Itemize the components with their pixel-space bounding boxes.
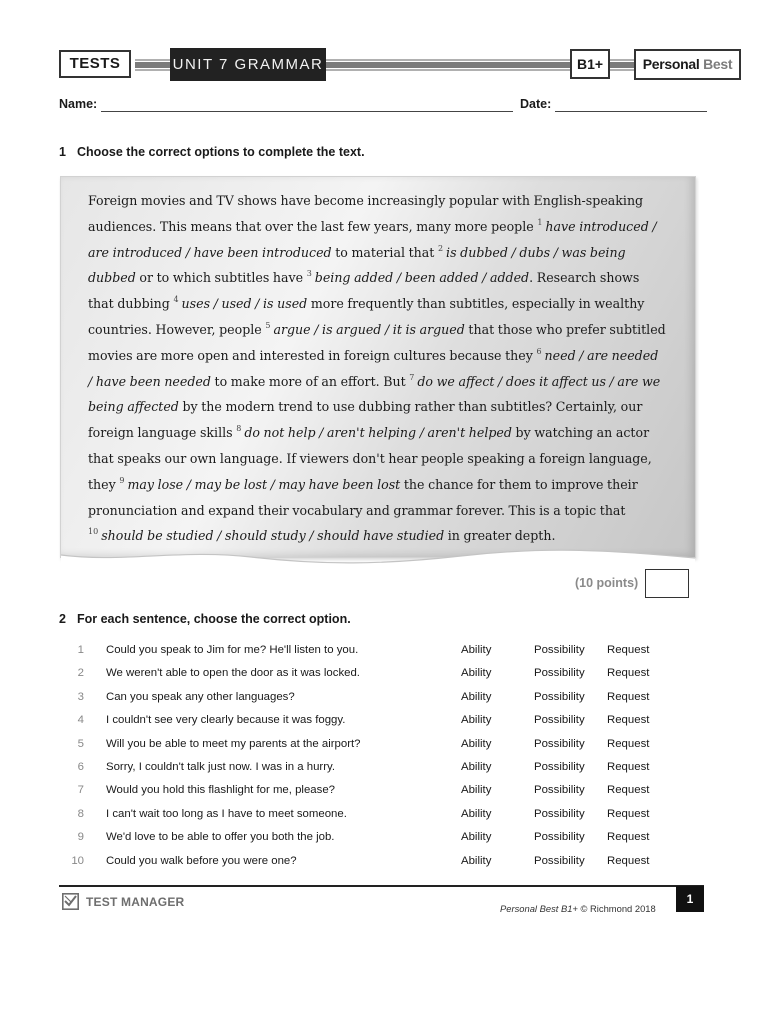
gap-options: being added / been added / added	[314, 270, 530, 286]
option-possibility[interactable]: Possibility	[534, 854, 585, 867]
copyright	[500, 903, 656, 914]
passage-text: in greater depth.	[444, 528, 556, 544]
option-request[interactable]: Request	[607, 667, 650, 680]
brand-accent: Best	[703, 56, 733, 72]
option-ability[interactable]: Ability	[461, 644, 492, 656]
torn-edge	[61, 549, 695, 569]
question-sentence: I couldn't see very clearly because it was foggy.	[106, 714, 346, 727]
question-number: 8	[77, 807, 84, 820]
gap-options: do we affect / does it affect us / are we being affected	[88, 373, 661, 415]
gap-number: 3	[306, 269, 312, 279]
option-possibility[interactable]: Possibility	[534, 644, 585, 656]
passage-text: that those who prefer subtitled movies are more open and interested in foreign cultures because they	[88, 321, 666, 363]
gap-options: argue / is argued / it is argued	[273, 321, 465, 337]
question-row	[0, 784, 768, 804]
gap-options: do not help / aren't helping / aren't helped	[244, 425, 512, 441]
question-sentence: I can't wait too long as I have to meet someone.	[106, 807, 347, 820]
reading-passage-panel	[60, 176, 696, 558]
question-number: 6	[77, 761, 84, 773]
question-number: 3	[77, 690, 84, 703]
question-sentence: Sorry, I couldn't talk just now. I was in a hurry.	[106, 761, 336, 773]
header-bar	[59, 48, 741, 81]
passage-text: to make more of an effort. But	[210, 373, 410, 389]
option-request[interactable]: Request	[607, 831, 650, 844]
option-ability[interactable]: Ability	[461, 854, 492, 867]
option-request[interactable]: Request	[607, 854, 650, 867]
question-sentence: We'd love to be able to offer you both the job.	[106, 831, 335, 844]
option-request[interactable]: Request	[607, 690, 650, 703]
option-possibility[interactable]: Possibility	[534, 784, 585, 797]
question-row	[0, 667, 768, 687]
question-row	[0, 644, 768, 664]
question-sentence: Could you speak to Jim for me? He'll listen to you.	[106, 644, 359, 656]
question-number: 1	[77, 644, 84, 656]
option-ability[interactable]: Ability	[461, 714, 492, 727]
gap-number: 10	[88, 527, 99, 537]
gap-number: 6	[536, 346, 542, 356]
option-possibility[interactable]: Possibility	[534, 737, 585, 750]
copyright-title: Personal Best B1+	[500, 903, 578, 914]
option-request[interactable]: Request	[607, 784, 650, 797]
gap-number: 7	[409, 372, 415, 382]
exercise-1-number: 1	[59, 145, 66, 159]
points-label: (10 points)	[575, 576, 639, 590]
question-number: 4	[77, 714, 84, 727]
question-number: 5	[77, 737, 84, 750]
gap-options: may lose / may be lost / may have been lost	[127, 476, 401, 492]
gap-number: 8	[236, 424, 242, 434]
date-label: Date:	[520, 97, 552, 111]
option-request[interactable]: Request	[607, 807, 650, 820]
level-badge: B1+	[570, 49, 610, 79]
option-ability[interactable]: Ability	[461, 667, 492, 680]
exercise-2-number: 2	[59, 612, 66, 626]
option-ability[interactable]: Ability	[461, 784, 492, 797]
date-field[interactable]	[555, 111, 707, 112]
name-field[interactable]	[101, 111, 513, 112]
passage-text: or to which subtitles have	[135, 270, 307, 286]
passage-text: the chance for them to improve their pronunciation and expand their vocabulary and grammar forever. This is a topic that	[88, 476, 638, 518]
question-row	[0, 761, 768, 781]
question-number: 7	[77, 784, 84, 797]
gap-number: 4	[173, 295, 179, 305]
passage-text: by the modern trend to use dubbing rather than subtitles? Certainly, our foreign language skills	[88, 399, 643, 441]
exercise-1-instruction: Choose the correct options to complete the text.	[77, 145, 365, 159]
option-request[interactable]: Request	[607, 644, 650, 656]
passage-text: to material that	[331, 244, 438, 260]
question-row	[0, 855, 768, 875]
question-row	[0, 714, 768, 734]
question-row	[0, 738, 768, 758]
option-possibility[interactable]: Possibility	[534, 761, 585, 773]
question-sentence: Will you be able to meet my parents at the airport?	[106, 737, 361, 750]
question-sentence: We weren't able to open the door as it was locked.	[106, 667, 360, 680]
option-ability[interactable]: Ability	[461, 761, 492, 773]
gap-number: 9	[119, 475, 125, 485]
question-row	[0, 691, 768, 711]
footer-rule	[59, 885, 704, 887]
option-request[interactable]: Request	[607, 737, 650, 750]
option-possibility[interactable]: Possibility	[534, 714, 585, 727]
question-sentence: Can you speak any other languages?	[106, 690, 295, 703]
gap-number: 2	[437, 243, 444, 253]
exercise-2-instruction: For each sentence, choose the correct option.	[77, 612, 351, 626]
passage-text: by watching an actor that speaks our own language. If viewers don't hear people speaking a foreign language, they	[88, 425, 652, 492]
gap-number: 1	[537, 217, 543, 227]
option-ability[interactable]: Ability	[461, 737, 492, 750]
option-ability[interactable]: Ability	[461, 807, 492, 820]
option-possibility[interactable]: Possibility	[534, 831, 585, 844]
test-manager-icon	[62, 893, 79, 910]
option-request[interactable]: Request	[607, 714, 650, 727]
question-number: 9	[77, 831, 84, 844]
option-request[interactable]: Request	[607, 761, 650, 773]
passage-text: more frequently than subtitles, especially in wealthy countries. However, people	[88, 296, 645, 337]
option-possibility[interactable]: Possibility	[534, 807, 585, 820]
gap-options: uses / used / is used	[181, 296, 308, 312]
gap-options: have introduced / are introduced / have been introduced	[88, 218, 657, 260]
question-number: 10	[71, 854, 84, 867]
question-number: 2	[77, 667, 84, 680]
exercise-2-heading	[59, 612, 351, 626]
gap-number: 5	[265, 320, 271, 330]
gap-options: need / are needed / have been needed	[88, 347, 659, 389]
gap-options: should be studied / should study / should have studied	[101, 528, 445, 544]
option-ability[interactable]: Ability	[461, 690, 492, 703]
question-sentence: Would you hold this flashlight for me, please?	[106, 784, 335, 797]
page-number: 1	[676, 886, 704, 912]
exercise-1-heading	[59, 145, 365, 159]
gap-options: is dubbed / dubs / was being dubbed	[88, 244, 626, 286]
brand-main: Personal	[642, 56, 704, 72]
copyright-rest: © Richmond 2018	[577, 903, 656, 914]
tests-label: TESTS	[59, 50, 131, 78]
unit-title: UNIT 7 GRAMMAR	[170, 48, 326, 81]
points-score-box[interactable]	[645, 569, 689, 598]
option-ability[interactable]: Ability	[461, 831, 492, 844]
passage-text: . Research shows that dubbing	[88, 270, 640, 312]
option-possibility[interactable]: Possibility	[534, 667, 585, 680]
test-manager-label: TEST MANAGER	[86, 895, 185, 909]
option-possibility[interactable]: Possibility	[534, 690, 585, 703]
reading-passage	[88, 188, 666, 549]
question-sentence: Could you walk before you were one?	[106, 854, 297, 867]
question-row	[0, 808, 768, 828]
brand-logo	[634, 49, 741, 80]
question-row	[0, 831, 768, 851]
name-label: Name:	[59, 97, 98, 111]
passage-text: Foreign movies and TV shows have become increasingly popular with English-speaking audiences. This means that over the last few years, many more people	[88, 193, 644, 234]
